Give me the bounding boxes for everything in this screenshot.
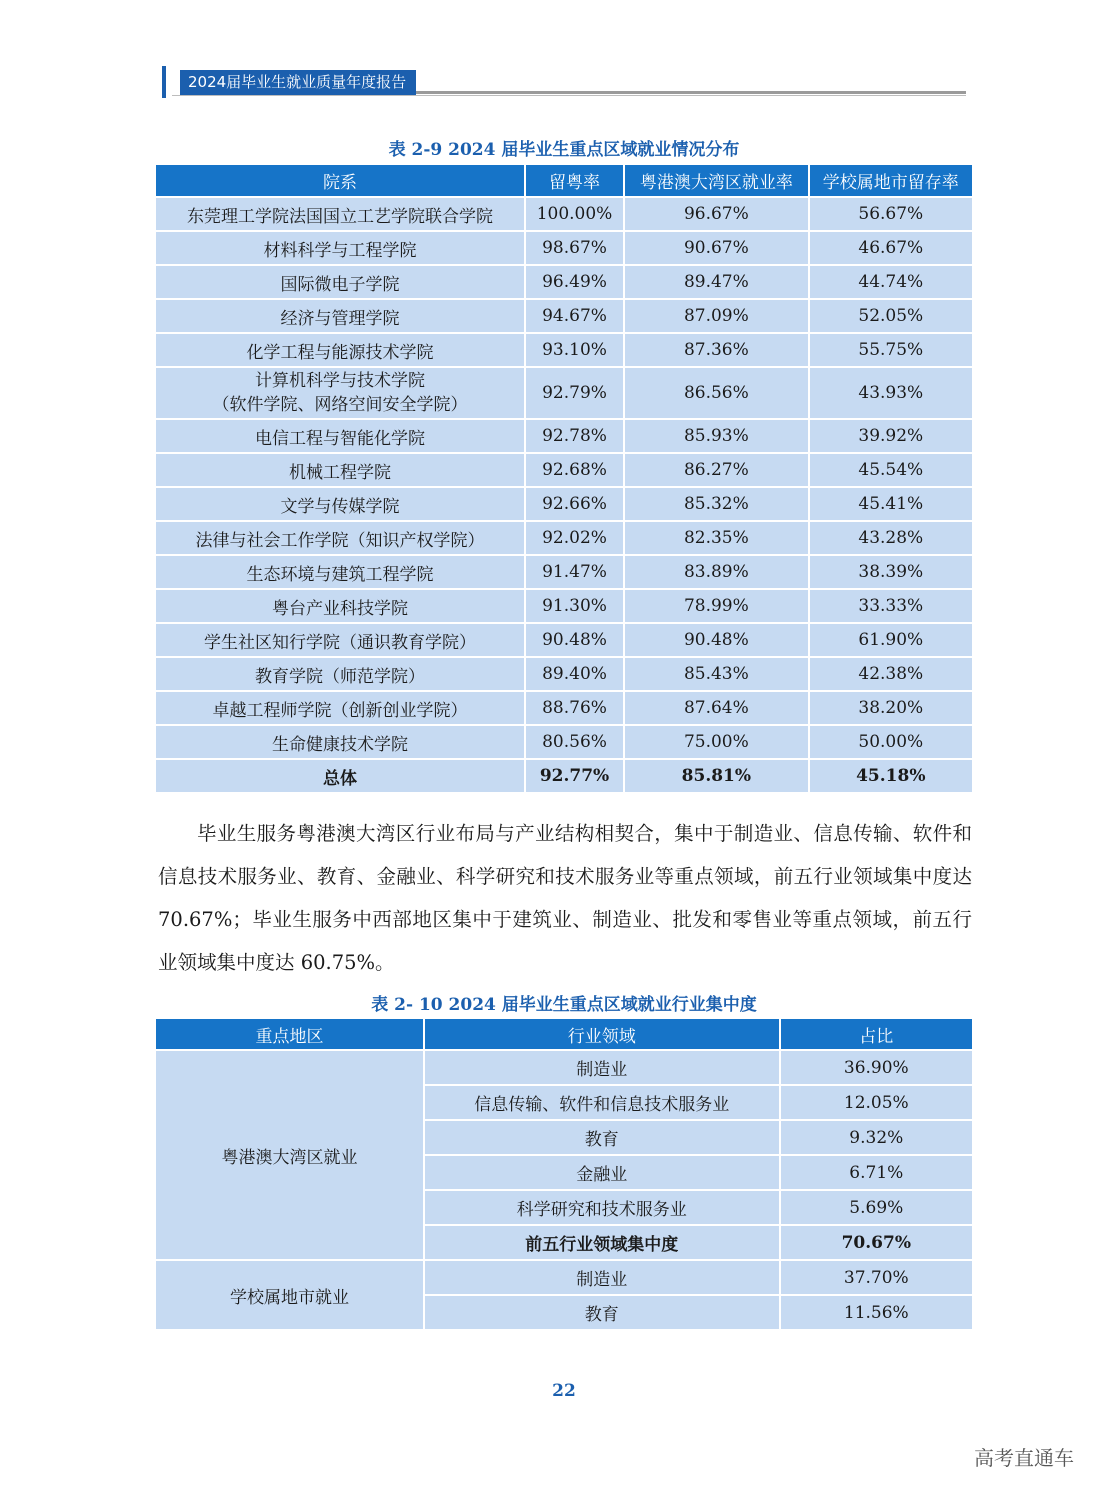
guangdong-rate-cell: 89.40% <box>526 658 623 690</box>
college-name: 机械工程学院 <box>156 454 524 486</box>
col-header-gba-rate: 粤港澳大湾区就业率 <box>625 165 807 196</box>
local-retention-cell: 55.75% <box>810 334 972 366</box>
header-rule <box>416 91 966 94</box>
share-cell: 36.90% <box>781 1051 972 1084</box>
local-retention-cell: 42.38% <box>810 658 972 690</box>
col-header-guangdong-rate: 留粤率 <box>526 165 623 196</box>
local-retention-cell: 44.74% <box>810 266 972 298</box>
gba-rate-cell: 90.48% <box>625 624 807 656</box>
local-retention-cell: 45.54% <box>810 454 972 486</box>
table-row <box>156 1051 972 1084</box>
table-row <box>156 658 972 690</box>
guangdong-rate-cell: 94.67% <box>526 300 623 332</box>
table2-header-row <box>156 1019 972 1049</box>
industry-cell: 信息传输、软件和信息技术服务业 <box>425 1086 779 1119</box>
table-row <box>156 1261 972 1294</box>
college-name <box>156 368 524 418</box>
total-guangdong-rate: 92.77% <box>526 760 623 792</box>
header-bracket <box>162 66 166 98</box>
body-paragraph: 毕业生服务粤港澳大湾区行业布局与产业结构相契合，集中于制造业、信息传输、软件和信息技术服务业、教育、金融业、科学研究和技术服务业等重点领域，前五行业领域集中度达 70.67%；毕业生服务中西部地区集中于建筑业、制造业、批发和零售业等重点领域，前五行业领域集中度达 60.75%。 <box>158 822 972 974</box>
college-name: 经济与管理学院 <box>156 300 524 332</box>
table-row <box>156 522 972 554</box>
table-row <box>156 334 972 366</box>
page-number: 22 <box>552 1381 576 1401</box>
guangdong-rate-cell: 92.78% <box>526 420 623 452</box>
guangdong-rate-cell: 92.66% <box>526 488 623 520</box>
watermark-text: 高考直通车 <box>974 1446 1074 1470</box>
industry-cell: 教育 <box>425 1296 779 1329</box>
col-header-share: 占比 <box>781 1019 972 1049</box>
table1-regional-employment <box>154 163 974 794</box>
gba-rate-cell: 96.67% <box>625 198 807 230</box>
gba-rate-cell: 85.43% <box>625 658 807 690</box>
table-row <box>156 726 972 758</box>
college-name: 国际微电子学院 <box>156 266 524 298</box>
college-name-line1: 计算机科学与技术学院 <box>254 371 425 391</box>
local-retention-cell: 33.33% <box>810 590 972 622</box>
top5-concentration-label: 前五行业领域集中度 <box>425 1226 779 1259</box>
report-title-banner: 2024届毕业生就业质量年度报告 <box>180 70 416 95</box>
local-retention-cell: 43.93% <box>810 368 972 418</box>
college-name: 法律与社会工作学院（知识产权学院） <box>156 522 524 554</box>
industry-cell: 金融业 <box>425 1156 779 1189</box>
college-name: 学生社区知行学院（通识教育学院） <box>156 624 524 656</box>
table1-caption: 表 2-9 2024 届毕业生重点区域就业情况分布 <box>388 140 740 160</box>
guangdong-rate-cell: 91.47% <box>526 556 623 588</box>
region-local-city-cell: 学校属地市就业 <box>156 1261 423 1329</box>
college-name: 生态环境与建筑工程学院 <box>156 556 524 588</box>
gba-rate-cell: 82.35% <box>625 522 807 554</box>
local-retention-cell: 45.41% <box>810 488 972 520</box>
table-row <box>156 590 972 622</box>
col-header-region: 重点地区 <box>156 1019 423 1049</box>
college-name: 材料科学与工程学院 <box>156 232 524 264</box>
gba-rate-cell: 78.99% <box>625 590 807 622</box>
table1-header-row <box>156 165 972 196</box>
share-cell: 6.71% <box>781 1156 972 1189</box>
table-row <box>156 368 972 418</box>
college-name: 化学工程与能源技术学院 <box>156 334 524 366</box>
gba-rate-cell: 83.89% <box>625 556 807 588</box>
table2-industry-concentration <box>154 1017 974 1331</box>
region-gba-cell: 粤港澳大湾区就业 <box>156 1051 423 1259</box>
gba-rate-cell: 90.67% <box>625 232 807 264</box>
table-row <box>156 266 972 298</box>
gba-rate-cell: 86.27% <box>625 454 807 486</box>
industry-cell: 制造业 <box>425 1051 779 1084</box>
gba-rate-cell: 87.09% <box>625 300 807 332</box>
guangdong-rate-cell: 93.10% <box>526 334 623 366</box>
col-header-industry: 行业领域 <box>425 1019 779 1049</box>
local-retention-cell: 50.00% <box>810 726 972 758</box>
gba-rate-cell: 87.64% <box>625 692 807 724</box>
industry-cell: 科学研究和技术服务业 <box>425 1191 779 1224</box>
table-row <box>156 420 972 452</box>
local-retention-cell: 56.67% <box>810 198 972 230</box>
table-total-row <box>156 760 972 792</box>
industry-cell: 教育 <box>425 1121 779 1154</box>
gba-rate-cell: 85.32% <box>625 488 807 520</box>
guangdong-rate-cell: 91.30% <box>526 590 623 622</box>
guangdong-rate-cell: 98.67% <box>526 232 623 264</box>
local-retention-cell: 43.28% <box>810 522 972 554</box>
table-row <box>156 692 972 724</box>
guangdong-rate-cell: 92.02% <box>526 522 623 554</box>
college-name: 卓越工程师学院（创新创业学院） <box>156 692 524 724</box>
local-retention-cell: 38.20% <box>810 692 972 724</box>
total-local-retention: 45.18% <box>810 760 972 792</box>
table-row <box>156 488 972 520</box>
total-label: 总体 <box>156 760 524 792</box>
col-header-college: 院系 <box>156 165 524 196</box>
gba-rate-cell: 86.56% <box>625 368 807 418</box>
table-row <box>156 198 972 230</box>
share-cell: 9.32% <box>781 1121 972 1154</box>
share-cell: 11.56% <box>781 1296 972 1329</box>
local-retention-cell: 52.05% <box>810 300 972 332</box>
table-row <box>156 454 972 486</box>
gba-rate-cell: 75.00% <box>625 726 807 758</box>
guangdong-rate-cell: 100.00% <box>526 198 623 230</box>
col-header-local-retention: 学校属地市留存率 <box>810 165 972 196</box>
top5-concentration-value: 70.67% <box>781 1226 972 1259</box>
college-name: 教育学院（师范学院） <box>156 658 524 690</box>
college-name: 文学与传媒学院 <box>156 488 524 520</box>
table-row <box>156 624 972 656</box>
gba-rate-cell: 89.47% <box>625 266 807 298</box>
college-name: 电信工程与智能化学院 <box>156 420 524 452</box>
share-cell: 37.70% <box>781 1261 972 1294</box>
college-name: 生命健康技术学院 <box>156 726 524 758</box>
table-row <box>156 232 972 264</box>
local-retention-cell: 61.90% <box>810 624 972 656</box>
guangdong-rate-cell: 92.68% <box>526 454 623 486</box>
guangdong-rate-cell: 96.49% <box>526 266 623 298</box>
industry-cell: 制造业 <box>425 1261 779 1294</box>
guangdong-rate-cell: 80.56% <box>526 726 623 758</box>
guangdong-rate-cell: 92.79% <box>526 368 623 418</box>
table-row <box>156 556 972 588</box>
header-rule-thin <box>172 95 966 96</box>
college-name-line2: （软件学院、网络空间安全学院） <box>212 395 468 415</box>
gba-rate-cell: 85.93% <box>625 420 807 452</box>
guangdong-rate-cell: 88.76% <box>526 692 623 724</box>
table-row <box>156 300 972 332</box>
guangdong-rate-cell: 90.48% <box>526 624 623 656</box>
share-cell: 5.69% <box>781 1191 972 1224</box>
local-retention-cell: 38.39% <box>810 556 972 588</box>
college-name: 东莞理工学院法国国立工艺学院联合学院 <box>156 198 524 230</box>
share-cell: 12.05% <box>781 1086 972 1119</box>
local-retention-cell: 39.92% <box>810 420 972 452</box>
local-retention-cell: 46.67% <box>810 232 972 264</box>
gba-rate-cell: 87.36% <box>625 334 807 366</box>
table2-caption: 表 2- 10 2024 届毕业生重点区域就业行业集中度 <box>371 995 757 1015</box>
college-name: 粤台产业科技学院 <box>156 590 524 622</box>
total-gba-rate: 85.81% <box>625 760 807 792</box>
